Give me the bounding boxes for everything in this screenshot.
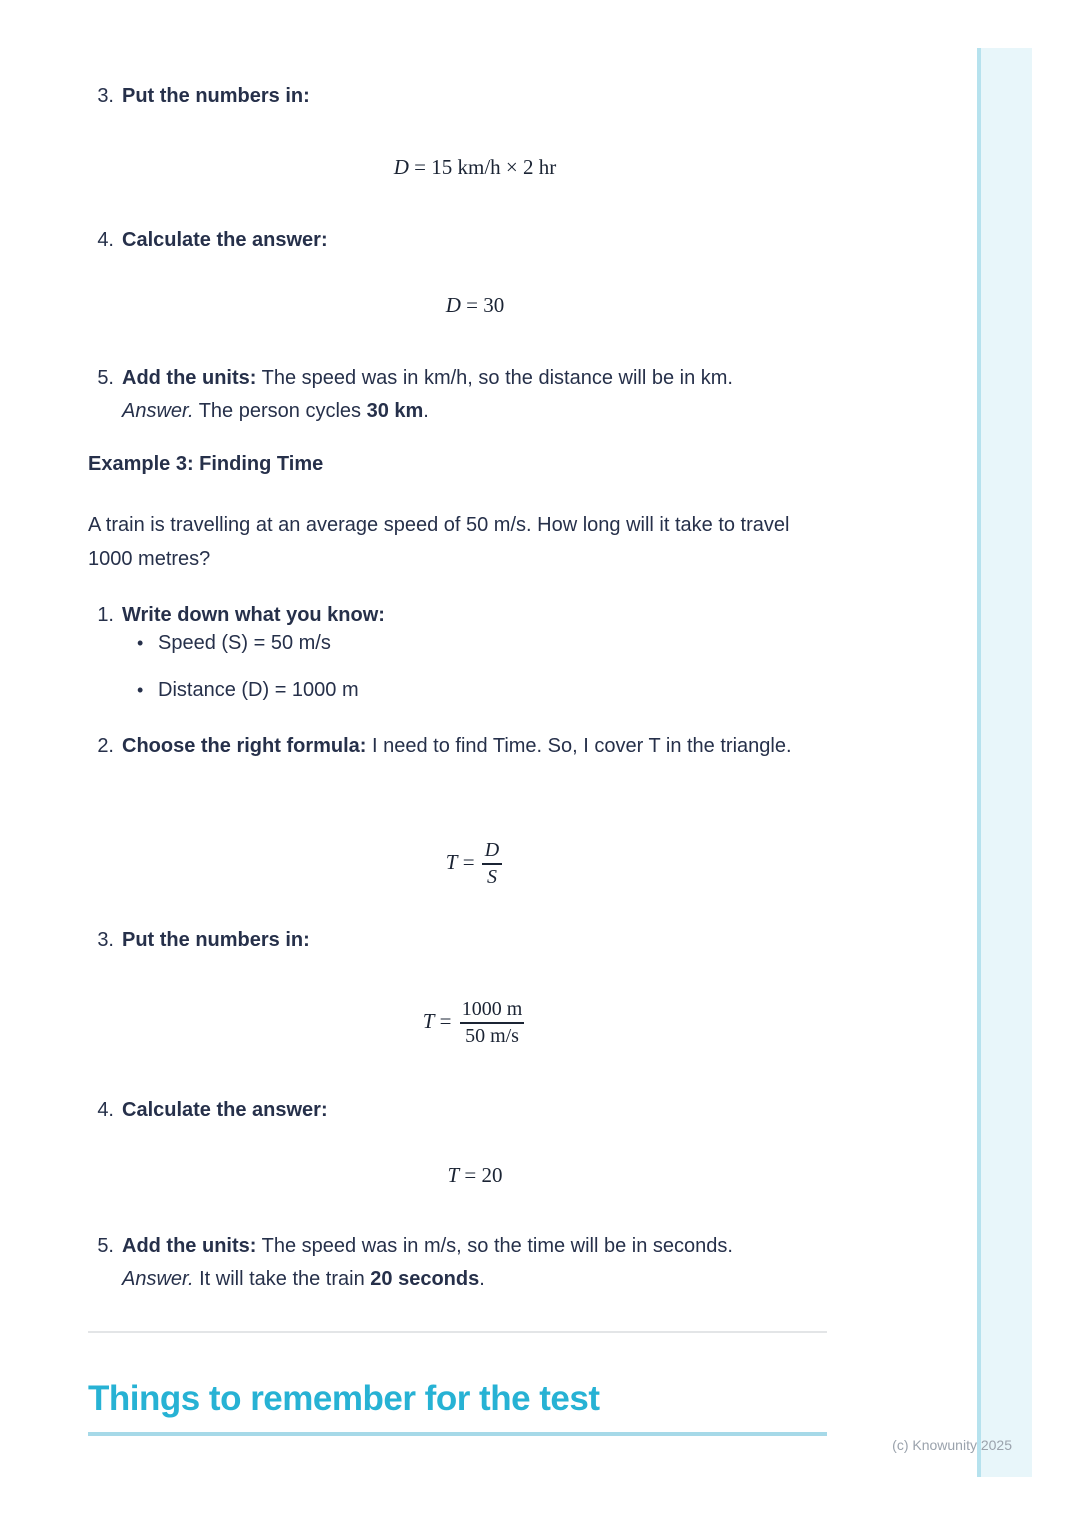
answer-label: Answer. [122,1268,194,1290]
step-title: Put the numbers in: [122,929,310,951]
equals-sign: = [439,1008,452,1033]
answer-line: Answer. The person cycles 30 km. [122,400,429,422]
step-number: 3. [97,929,114,951]
answer-line: Answer. It will take the train 20 seconds. [122,1268,485,1290]
step-item-choose-formula [88,730,833,763]
step-item-add-units-1 [88,362,833,428]
formula-time-answer [122,1160,828,1190]
bullet-text: Speed (S) = 50 m/s [158,632,331,654]
equals-sign: = [414,155,426,179]
formula-variable: T [447,1163,460,1187]
step-item-add-units-2 [88,1230,833,1296]
example-3-heading: Example 3: Finding Time [88,453,324,475]
formula-variable: T [445,849,458,874]
list-item-speed [137,630,331,656]
equals-sign: = [462,849,475,874]
step-number: 3. [97,85,114,107]
step-number: 5. [97,1235,114,1257]
formula-distance-answer [122,290,828,320]
step-title: Add the units: [122,1235,257,1257]
step-text: Add the units: The speed was in m/s, so the time will be in seconds. [122,1235,733,1257]
formula-value: 20 [481,1163,503,1187]
fraction-numerator: D [484,839,500,861]
step-item-calculate-2 [88,1094,833,1127]
formula-variable: D [393,155,409,179]
step-text: I need to find Time. So, I cover T in the triangle. [372,735,792,757]
example-3-intro: A train is travelling at an average speed of 50 m/s. How long will it take to travel 1000 metres? [88,514,790,570]
list-item-distance [137,677,359,703]
step-number: 2. [97,735,114,757]
formula-variable: T [422,1008,435,1033]
step-title: Write down what you know: [122,604,385,626]
fraction-numerator: 1000 m [461,998,523,1020]
step-title: Calculate the answer: [122,229,328,251]
step-item-write-down [88,599,833,632]
formula-time-numbers [122,997,828,1049]
equals-sign: = [466,293,478,317]
page-edge-bar [977,48,1032,1477]
formula-distance-numbers [122,152,828,182]
section-divider [88,1331,827,1333]
fraction-denominator: S [482,863,502,890]
bullet-text: Distance (D) = 1000 m [158,679,359,701]
copyright-text: (c) Knowunity 2025 [892,1437,1012,1453]
step-title: Choose the right formula: [122,735,367,757]
answer-value: 20 seconds [370,1268,480,1290]
bullet-dot-icon: • [137,680,144,700]
step-item-put-numbers-2 [88,924,833,957]
step-number: 1. [97,604,114,626]
equals-sign: = [464,1163,477,1187]
step-number: 4. [97,1099,114,1121]
formula-value: 30 [483,293,505,317]
step-title: Put the numbers in: [122,85,310,107]
step-item-put-numbers-1 [88,80,833,113]
fraction [480,838,504,890]
step-title: Add the units: [122,367,257,389]
formula-time-definition [122,838,828,890]
answer-value: 30 km [366,400,424,422]
step-number: 4. [97,229,114,251]
fraction [457,997,528,1049]
bullet-dot-icon: • [137,633,144,653]
step-item-calculate-1 [88,224,833,257]
formula-variable: D [445,293,461,317]
step-number: 5. [97,367,114,389]
fraction-denominator: 50 m/s [460,1022,524,1049]
step-text: Add the units: The speed was in km/h, so the distance will be in km. [122,367,733,389]
heading-underline [88,1432,827,1436]
section-heading: Things to remember for the test [88,1379,600,1418]
step-title: Calculate the answer: [122,1099,328,1121]
formula-value: 15 km/h × 2 hr [431,155,557,179]
answer-label: Answer. [122,400,194,422]
